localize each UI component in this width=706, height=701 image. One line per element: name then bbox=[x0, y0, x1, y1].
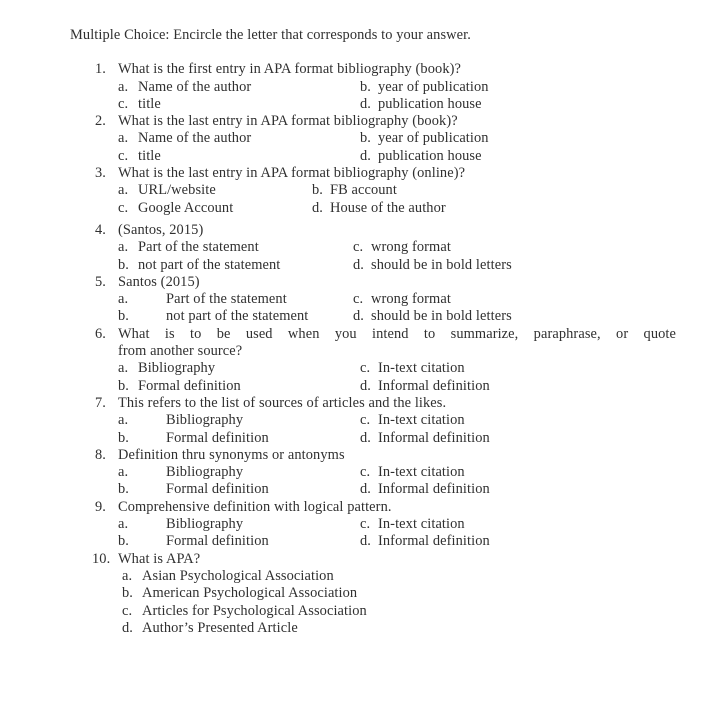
question-text: Santos (2015) bbox=[118, 273, 200, 290]
option-row bbox=[118, 79, 676, 96]
option-letter: b. bbox=[118, 377, 129, 394]
option-d bbox=[353, 308, 512, 325]
option-c bbox=[122, 603, 367, 620]
option-letter: c. bbox=[360, 464, 371, 481]
question-number: 9. bbox=[95, 498, 106, 515]
question-text: What is APA? bbox=[118, 550, 201, 567]
option-letter: d. bbox=[360, 429, 371, 446]
option-letter: a. bbox=[122, 567, 133, 584]
option-text: should be in bold letters bbox=[371, 256, 512, 273]
option-letter: d. bbox=[353, 308, 364, 325]
option-b bbox=[118, 533, 360, 550]
option-row bbox=[118, 239, 676, 256]
option-row bbox=[122, 568, 676, 585]
option-row bbox=[118, 257, 676, 274]
option-text: Bibliography bbox=[166, 464, 244, 481]
option-text: not part of the statement bbox=[138, 256, 281, 273]
option-d bbox=[360, 533, 490, 550]
option-b bbox=[118, 257, 353, 274]
question-text: What is the last entry in APA format bibliography (online)? bbox=[118, 165, 466, 182]
option-text: In-text citation bbox=[378, 412, 465, 429]
option-text: year of publication bbox=[378, 130, 489, 147]
option-text: Part of the statement bbox=[138, 239, 259, 256]
option-a bbox=[118, 360, 360, 377]
question-5 bbox=[70, 274, 676, 326]
option-a bbox=[118, 516, 360, 533]
option-letter: d. bbox=[360, 481, 371, 498]
question-8 bbox=[70, 447, 676, 499]
option-c bbox=[353, 239, 451, 256]
option-b bbox=[312, 182, 397, 199]
option-text: Informal definition bbox=[378, 429, 490, 446]
option-letter: c. bbox=[118, 147, 129, 164]
option-letter: d. bbox=[353, 256, 364, 273]
option-d bbox=[360, 96, 482, 113]
option-letter: b. bbox=[122, 585, 133, 602]
option-letter: c. bbox=[360, 360, 371, 377]
option-text: publication house bbox=[378, 147, 482, 164]
option-text: not part of the statement bbox=[166, 308, 309, 325]
option-a bbox=[118, 412, 360, 429]
option-row bbox=[118, 464, 676, 481]
option-text: Asian Psychological Association bbox=[142, 567, 334, 584]
option-letter: c. bbox=[360, 412, 371, 429]
option-a bbox=[118, 239, 353, 256]
option-row bbox=[118, 182, 676, 199]
option-letter: d. bbox=[122, 619, 133, 636]
option-d bbox=[122, 620, 298, 637]
option-letter: a. bbox=[118, 130, 129, 147]
option-text: should be in bold letters bbox=[371, 308, 512, 325]
question-number: 8. bbox=[95, 446, 106, 463]
question-7 bbox=[70, 395, 676, 447]
question-number: 6. bbox=[95, 325, 106, 342]
option-text: American Psychological Association bbox=[142, 585, 358, 602]
option-d bbox=[360, 481, 490, 498]
option-b bbox=[118, 308, 353, 325]
option-b bbox=[360, 130, 489, 147]
option-letter: a. bbox=[118, 182, 129, 199]
option-row bbox=[118, 130, 676, 147]
option-b bbox=[360, 79, 489, 96]
option-text: wrong format bbox=[371, 291, 451, 308]
option-text: year of publication bbox=[378, 78, 489, 95]
option-letter: a. bbox=[118, 464, 129, 481]
option-row bbox=[122, 603, 676, 620]
option-letter: c. bbox=[118, 95, 129, 112]
question-2 bbox=[70, 113, 676, 165]
option-text: Name of the author bbox=[138, 130, 252, 147]
option-letter: d. bbox=[312, 199, 323, 216]
option-row bbox=[118, 412, 676, 429]
option-text: Part of the statement bbox=[166, 291, 287, 308]
option-text: Formal definition bbox=[166, 533, 269, 550]
question-text-line-2: from another source? bbox=[118, 343, 243, 360]
option-c bbox=[353, 291, 451, 308]
option-text: Name of the author bbox=[138, 78, 252, 95]
option-letter: b. bbox=[360, 78, 371, 95]
option-text: Formal definition bbox=[138, 377, 241, 394]
option-text: publication house bbox=[378, 95, 482, 112]
option-text: Formal definition bbox=[166, 481, 269, 498]
option-text: Author’s Presented Article bbox=[142, 619, 298, 636]
option-c bbox=[118, 96, 360, 113]
question-4 bbox=[70, 222, 676, 274]
option-b bbox=[118, 481, 360, 498]
option-row bbox=[118, 308, 676, 325]
option-letter: b. bbox=[118, 308, 129, 325]
question-text: (Santos, 2015) bbox=[118, 221, 204, 238]
option-letter: b. bbox=[312, 182, 323, 199]
option-letter: c. bbox=[353, 239, 364, 256]
option-text: Google Account bbox=[138, 199, 234, 216]
question-number: 7. bbox=[95, 394, 106, 411]
option-d bbox=[360, 378, 490, 395]
instructions-title: Multiple Choice: Encircle the letter that corresponds to your answer. bbox=[70, 27, 471, 43]
option-text: Bibliography bbox=[138, 360, 216, 377]
question-text: What is the last entry in APA format bibliography (book)? bbox=[118, 113, 458, 130]
option-text: Bibliography bbox=[166, 412, 244, 429]
option-letter: c. bbox=[360, 516, 371, 533]
question-number: 10. bbox=[92, 550, 111, 567]
question-3 bbox=[70, 165, 676, 217]
option-row bbox=[118, 360, 676, 377]
option-a bbox=[118, 291, 353, 308]
option-letter: c. bbox=[118, 199, 129, 216]
option-text: Informal definition bbox=[378, 533, 490, 550]
option-b bbox=[118, 378, 360, 395]
question-text: This refers to the list of sources of articles and the likes. bbox=[118, 394, 447, 411]
question-number: 1. bbox=[95, 61, 106, 78]
option-text: Articles for Psychological Association bbox=[142, 602, 367, 619]
option-c bbox=[360, 412, 465, 429]
option-letter: b. bbox=[118, 481, 129, 498]
option-a bbox=[122, 568, 334, 585]
option-text: Informal definition bbox=[378, 481, 490, 498]
option-letter: a. bbox=[118, 239, 129, 256]
option-letter: a. bbox=[118, 291, 129, 308]
option-row bbox=[118, 378, 676, 395]
option-c bbox=[360, 516, 465, 533]
question-number: 2. bbox=[95, 113, 106, 130]
option-b bbox=[122, 585, 357, 602]
question-6 bbox=[70, 326, 676, 395]
option-row bbox=[118, 481, 676, 498]
option-a bbox=[118, 464, 360, 481]
option-text: In-text citation bbox=[378, 464, 465, 481]
question-text: Definition thru synonyms or antonyms bbox=[118, 446, 345, 463]
option-letter: b. bbox=[360, 130, 371, 147]
option-row bbox=[122, 585, 676, 602]
option-c bbox=[118, 148, 360, 165]
option-text: title bbox=[138, 95, 161, 112]
option-letter: c. bbox=[122, 602, 133, 619]
option-letter: c. bbox=[353, 291, 364, 308]
option-text: Informal definition bbox=[378, 377, 490, 394]
option-text: In-text citation bbox=[378, 360, 465, 377]
option-row bbox=[118, 516, 676, 533]
option-text: wrong format bbox=[371, 239, 451, 256]
option-c bbox=[118, 200, 312, 217]
option-c bbox=[360, 464, 465, 481]
option-text: FB account bbox=[330, 182, 397, 199]
option-row bbox=[118, 533, 676, 550]
option-text: URL/website bbox=[138, 182, 216, 199]
option-d bbox=[353, 257, 512, 274]
option-row bbox=[122, 620, 676, 637]
question-text-line-1: What is to be used when you intend to summarize, paraphrase, or quote bbox=[118, 325, 676, 342]
option-letter: d. bbox=[360, 95, 371, 112]
option-row bbox=[118, 200, 676, 217]
option-letter: a. bbox=[118, 412, 129, 429]
option-letter: b. bbox=[118, 429, 129, 446]
option-d bbox=[360, 430, 490, 447]
option-row bbox=[118, 291, 676, 308]
question-number: 5. bbox=[95, 273, 106, 290]
option-letter: a. bbox=[118, 516, 129, 533]
option-row bbox=[118, 96, 676, 113]
option-row bbox=[118, 430, 676, 447]
option-letter: a. bbox=[118, 78, 129, 95]
question-text: What is the first entry in APA format bibliography (book)? bbox=[118, 61, 461, 78]
option-a bbox=[118, 79, 360, 96]
option-letter: b. bbox=[118, 533, 129, 550]
question-number: 3. bbox=[95, 165, 106, 182]
option-text: Formal definition bbox=[166, 429, 269, 446]
question-10 bbox=[70, 551, 676, 637]
option-letter: d. bbox=[360, 533, 371, 550]
question-9 bbox=[70, 499, 676, 551]
question-number: 4. bbox=[95, 221, 106, 238]
option-letter: d. bbox=[360, 377, 371, 394]
option-text: title bbox=[138, 147, 161, 164]
option-text: In-text citation bbox=[378, 516, 465, 533]
option-row bbox=[118, 148, 676, 165]
option-c bbox=[360, 360, 465, 377]
option-letter: b. bbox=[118, 256, 129, 273]
option-text: House of the author bbox=[330, 199, 446, 216]
option-text: Bibliography bbox=[166, 516, 244, 533]
option-a bbox=[118, 182, 312, 199]
option-letter: d. bbox=[360, 147, 371, 164]
questions-list bbox=[70, 61, 676, 637]
option-d bbox=[360, 148, 482, 165]
option-d bbox=[312, 200, 446, 217]
option-b bbox=[118, 430, 360, 447]
question-1 bbox=[70, 61, 676, 113]
option-a bbox=[118, 130, 360, 147]
option-letter: a. bbox=[118, 360, 129, 377]
question-text: Comprehensive definition with logical pattern. bbox=[118, 498, 392, 515]
